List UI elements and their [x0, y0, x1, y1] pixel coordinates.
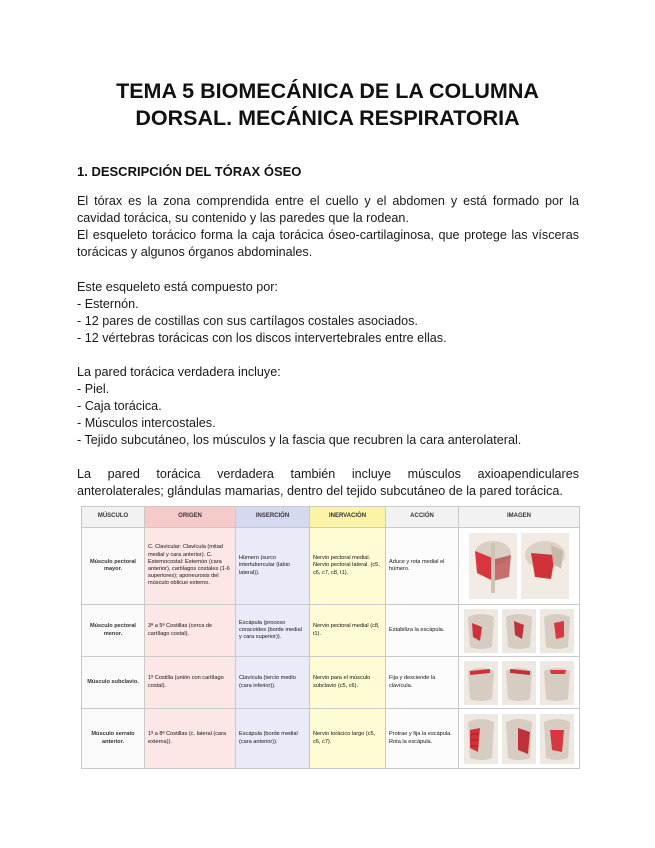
paragraph-thorax-definition: [77, 193, 579, 261]
muscle-illustration: [459, 528, 580, 605]
paragraph-axioappendicular: [77, 466, 579, 500]
list-item: - Esternón.: [77, 297, 139, 311]
title-line-2: DORSAL. MECÁNICA RESPIRATORIA: [135, 106, 520, 130]
list-item: - Piel.: [77, 382, 110, 396]
header-innervation: INERVACIÓN: [310, 507, 386, 528]
header-muscle: MÚSCULO: [82, 507, 145, 528]
muscle-name: Músculo pectoral menor.: [82, 605, 145, 657]
title-line-1: TEMA 5 BIOMECÁNICA DE LA COLUMNA: [116, 79, 539, 103]
muscle-action: Aduce y rota medial el húmero.: [386, 528, 459, 605]
table-row: [82, 528, 580, 605]
muscle-insertion: Escápula (proceso coracoides (borde medial y cara superior)).: [236, 605, 310, 657]
muscle-innervation: Nervio pectoral medial (c8, t1).: [310, 605, 386, 657]
muscle-innervation: Nervio pectoral medial. Nervio pectoral lateral. (c5, c6, c7, c8, t1).: [310, 528, 386, 605]
pectoralis-minor-illustration-3: [540, 609, 574, 653]
list-item: - 12 pares de costillas con sus cartílagos costales asociados.: [77, 314, 418, 328]
paragraph-line: anterolaterales; glándulas mamarias, dentro del tejido subcutáneo de la pared torácica.: [77, 484, 563, 498]
pectoralis-major-side-illustration: [521, 533, 569, 599]
table-row: [82, 657, 580, 709]
muscle-action: Estabiliza la escápula.: [386, 605, 459, 657]
muscle-table: [81, 506, 580, 769]
table-row: [82, 605, 580, 657]
serratus-anterior-illustration-2: [502, 714, 536, 764]
muscle-name: Músculo subclavio.: [82, 657, 145, 709]
pectoralis-minor-illustration-1: [464, 609, 498, 653]
page-title: [60, 78, 595, 132]
muscle-name: Músculo pectoral mayor.: [82, 528, 145, 605]
list-item: - Músculos intercostales.: [77, 416, 216, 430]
muscle-origin: 1ª a 8ª Costillas (c. lateral (cara externa)).: [145, 709, 236, 769]
list-intro: Este esqueleto está compuesto por:: [77, 280, 278, 294]
pectoralis-major-front-illustration: [469, 533, 517, 599]
paragraph-line: El esqueleto torácico forma la caja torácica óseo-cartilaginosa, que protege las vísceras: [77, 228, 579, 242]
muscle-illustration: [459, 657, 580, 709]
list-item: - Tejido subcutáneo, los músculos y la fascia que recubren la cara anterolateral.: [77, 433, 522, 447]
muscle-origin: C. Clavicular: Clavícula (mitad medial y cara anterior). C. Esternocostal: Esternón (cara anterior), cartílagos costales (1-6 superiores); aponeurosis del músculo oblicuo externo.: [145, 528, 236, 605]
muscle-action: Protrae y fija la escápula. Rota la escápula.: [386, 709, 459, 769]
muscle-insertion: Escápula (borde medial (cara anterior)).: [236, 709, 310, 769]
muscle-origin: 3ª a 5ª Costillas (cerca de cartílago costal).: [145, 605, 236, 657]
muscle-illustration: [459, 709, 580, 769]
subclavius-illustration-2: [502, 661, 536, 705]
header-insertion: INSERCIÓN: [236, 507, 310, 528]
paragraph-line: El tórax es la zona comprendida entre el cuello y el abdomen y está formado por la: [77, 194, 579, 208]
muscle-insertion: Clavícula (tercio medio (cara inferior)).: [236, 657, 310, 709]
table-header-row: [82, 507, 580, 528]
muscle-action: Fija y desciende la clavícula.: [386, 657, 459, 709]
paragraph-line: La pared torácica verdadera también incluye músculos axioapendiculares: [77, 467, 579, 481]
muscle-innervation: Nervio para el músculo subclavio (c5, c6).: [310, 657, 386, 709]
section-heading: 1. DESCRIPCIÓN DEL TÓRAX ÓSEO: [77, 164, 302, 179]
paragraph-skeleton-components: [77, 279, 579, 347]
list-item: - Caja torácica.: [77, 399, 162, 413]
muscle-name: Músculo serrato anterior.: [82, 709, 145, 769]
paragraph-true-wall: [77, 364, 579, 449]
header-image: IMAGEN: [459, 507, 580, 528]
muscle-origin: 1ª Costilla (unión con cartílago costal).: [145, 657, 236, 709]
table-row: [82, 709, 580, 769]
serratus-anterior-illustration-3: [540, 714, 574, 764]
header-action: ACCIÓN: [386, 507, 459, 528]
list-intro: La pared torácica verdadera incluye:: [77, 365, 281, 379]
muscle-innervation: Nervio torácico largo (c5, c6, c7).: [310, 709, 386, 769]
subclavius-illustration-3: [540, 661, 574, 705]
muscle-insertion: Húmero (surco intertubercular (labio lateral)).: [236, 528, 310, 605]
pectoralis-minor-illustration-2: [502, 609, 536, 653]
muscle-illustration: [459, 605, 580, 657]
paragraph-line: cavidad torácica, su contenido y las paredes que la rodean.: [77, 211, 409, 225]
list-item: - 12 vértebras torácicas con los discos intervertebrales entre ellas.: [77, 331, 447, 345]
serratus-anterior-illustration-1: [464, 714, 498, 764]
subclavius-illustration-1: [464, 661, 498, 705]
header-origin: ORIGEN: [145, 507, 236, 528]
paragraph-line: torácicas y algunos órganos abdominales.: [77, 245, 313, 259]
